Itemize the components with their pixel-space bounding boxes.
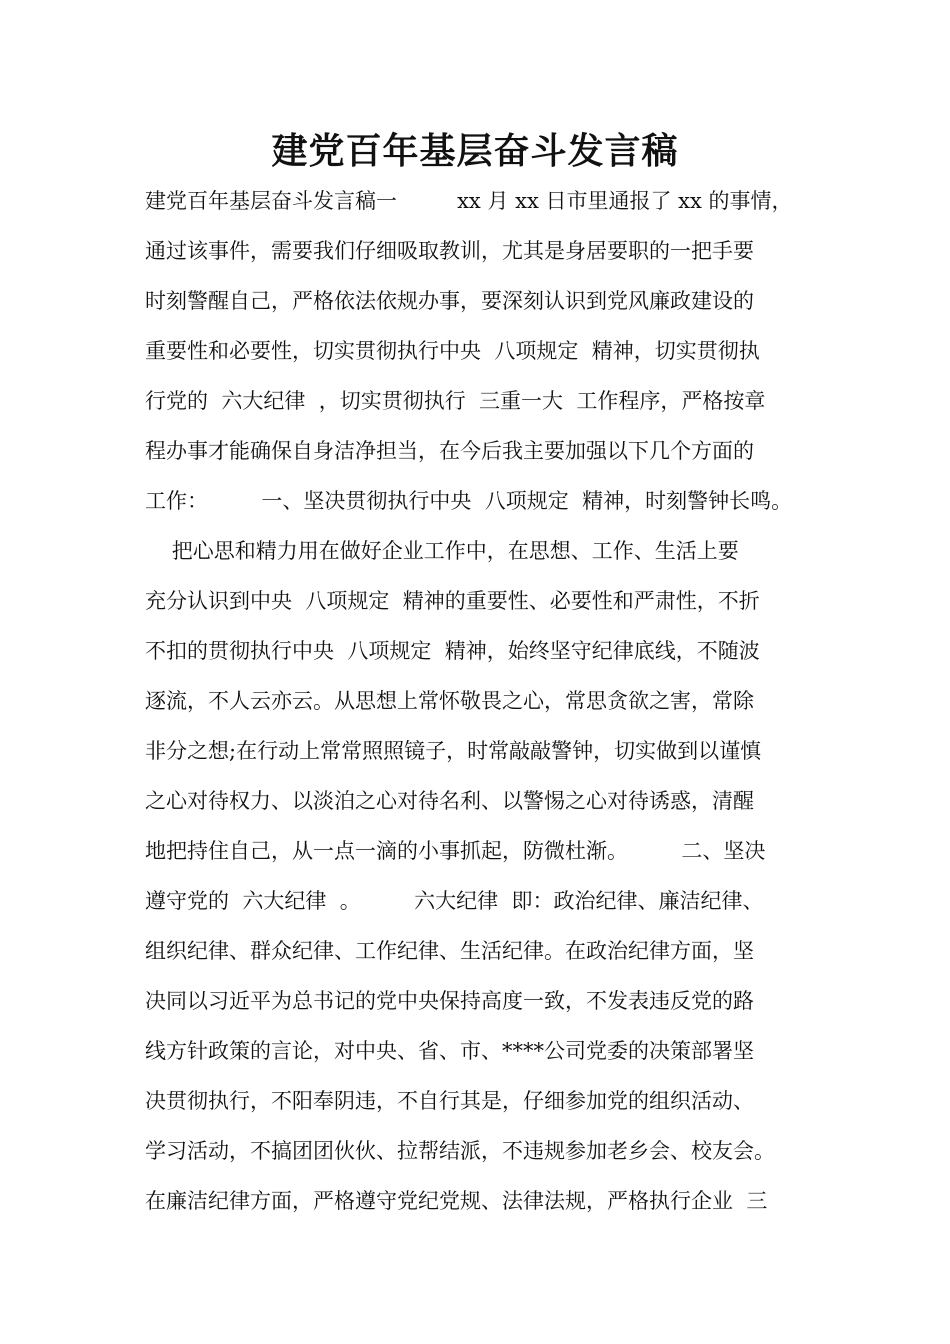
body-line: 工作： 一、坚决贯彻执行中央 八项规定 精神，时刻警钟长鸣。 [145,489,793,513]
body-line: 在廉洁纪律方面，严格遵守党纪党规、法律法规，严格执行企业 三 [145,1189,768,1213]
body-line: 地把持住自己，从一点一滴的小事抓起，防微杜渐。 二、坚决 [145,839,766,863]
body-line: 决贯彻执行，不阳奉阴违，不自行其是，仔细参加党的组织活动、 [145,1089,754,1113]
body-line: 行党的 六大纪律 ，切实贯彻执行 三重一大 工作程序，严格按章 [145,389,766,413]
body-line: 组织纪律、群众纪律、工作纪律、生活纪律。在政治纪律方面，坚 [145,939,754,963]
body-line: 不扣的贯彻执行中央 八项规定 精神，始终坚守纪律底线，不随波 [145,639,760,663]
body-line: 遵守党的 六大纪律 。 六大纪律 即：政治纪律、廉洁纪律、 [145,889,764,913]
body-line: 逐流，不人云亦云。从思想上常怀敬畏之心，常思贪欲之害，常除 [145,689,754,713]
body-line: 重要性和必要性，切实贯彻执行中央 八项规定 精神，切实贯彻执 [145,339,760,363]
body-line: 线方针政策的言论，对中央、省、市、****公司党委的决策部署坚 [145,1039,754,1063]
body-line: 把心思和精力用在做好企业工作中，在思想、工作、生活上要 [145,539,739,563]
document-body [145,176,835,1226]
body-line: 时刻警醒自己，严格依法依规办事，要深刻认识到党风廉政建设的 [145,289,754,313]
body-line: 建党百年基层奋斗发言稿一 xx 月 xx 日市里通报了 xx 的事情， [145,189,793,213]
body-line: 充分认识到中央 八项规定 精神的重要性、必要性和严肃性，不折 [145,589,760,613]
body-line: 决同以习近平为总书记的党中央保持高度一致，不发表违反党的路 [145,989,754,1013]
body-line: 非分之想;在行动上常常照照镜子，时常敲敲警钟，切实做到以谨慎 [145,739,762,763]
body-line: 程办事才能确保自身洁净担当，在今后我主要加强以下几个方面的 [145,439,754,463]
body-line: 学习活动，不搞团团伙伙、拉帮结派，不违规参加老乡会、校友会。 [145,1139,775,1163]
document-title: 建党百年基层奋斗发言稿 [271,131,679,172]
body-line: 通过该事件，需要我们仔细吸取教训，尤其是身居要职的一把手要 [145,239,754,263]
body-line: 之心对待权力、以淡泊之心对待名利、以警惕之心对待诱惑，清醒 [145,789,754,813]
